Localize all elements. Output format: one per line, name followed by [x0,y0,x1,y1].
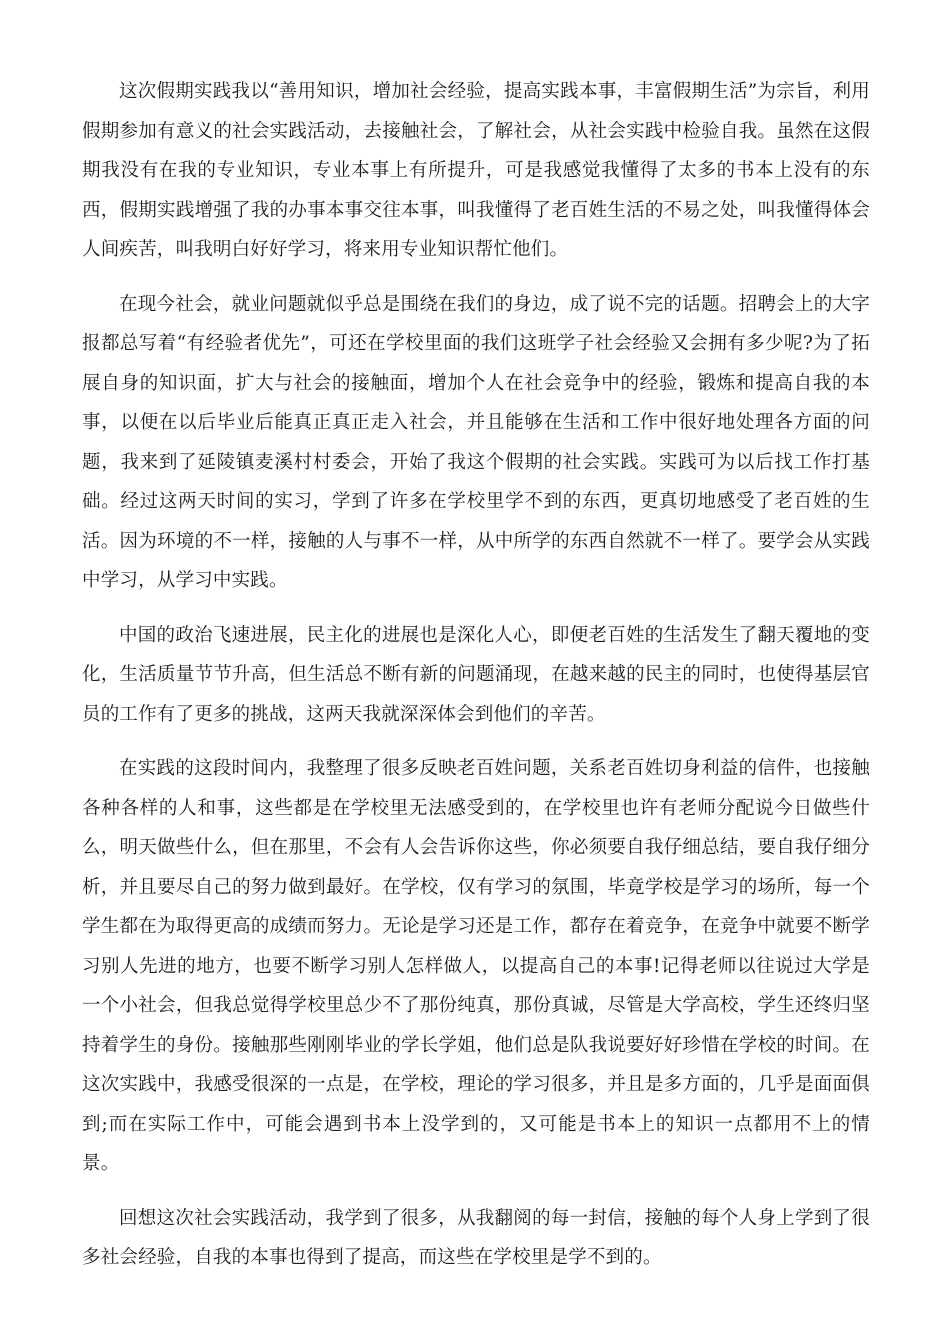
paragraph-3: 中国的政治飞速进展，民主化的进展也是深化人心，即便老百姓的生活发生了翻天覆地的变化，生活质量节节升高，但生活总不断有新的问题涌现，在越来越的民主的同时，也使得基层官员的工作有了更多的挑战，这两天我就深深体会到他们的辛苦。 [82,624,870,725]
paragraph-4: 在实践的这段时间内，我整理了很多反映老百姓问题，关系老百姓切身利益的信件，也接触各种各样的人和事，这些都是在学校里无法感受到的，在学校里也许有老师分配说今日做些什么，明天做些什么，但在那里，不会有人会告诉你这些，你必须要自我仔细总结，要自我仔细分析，并且要尽自己的努力做到最好。在学校，仅有学习的氛围，毕竟学校是学习的场所，每一个学生都在为取得更高的成绩而努力。无论是学习还是工作，都存在着竞争，在竞争中就要不断学习别人先进的地方，也要不断学习别人怎样做人，以提高自己的本事!记得老师以往说过大学是一个小社会，但我总觉得学校里总少不了那份纯真，那份真诚，尽管是大学高校，学生还终归坚持着学生的身份。接触那些刚刚毕业的学长学姐，他们总是队我说要好好珍惜在学校的时间。在这次实践中，我感受很深的一点是，在学校，理论的学习很多，并且是多方面的，几乎是面面俱到;而在实际工作中，可能会遇到书本上没学到的，又可能是书本上的知识一点都用不上的情景。 [82,758,870,1174]
paragraph-5: 回想这次社会实践活动，我学到了很多，从我翻阅的每一封信，接触的每个人身上学到了很多社会经验，自我的本事也得到了提高，而这些在学校里是学不到的。 [82,1207,870,1268]
paragraph-1: 这次假期实践我以“善用知识，增加社会经验，提高实践本事，丰富假期生活”为宗旨，利用假期参加有意义的社会实践活动，去接触社会，了解社会，从社会实践中检验自我。虽然在这假期我没有在我的专业知识，专业本事上有所提升，可是我感觉我懂得了太多的书本上没有的东西，假期实践增强了我的办事本事交往本事，叫我懂得了老百姓生活的不易之处，叫我懂得体会人间疾苦，叫我明白好好学习，将来用专业知识帮忙他们。 [82,81,870,260]
paragraph-2: 在现今社会，就业问题就似乎总是围绕在我们的身边，成了说不完的话题。招聘会上的大字报都总写着“有经验者优先”，可还在学校里面的我们这班学子社会经验又会拥有多少呢?为了拓展自身的知识面，扩大与社会的接触面，增加个人在社会竞争中的经验，锻炼和提高自我的本事，以便在以后毕业后能真正真正走入社会，并且能够在生活和工作中很好地处理各方面的问题，我来到了延陵镇麦溪村村委会，开始了我这个假期的社会实践。实践可为以后找工作打基础。经过这两天时间的实习，学到了许多在学校里学不到的东西，更真切地感受了老百姓的生活。因为环境的不一样，接触的人与事不一样，从中所学的东西自然就不一样了。要学会从实践中学习，从学习中实践。 [82,293,870,591]
document-page [82,72,870,1302]
